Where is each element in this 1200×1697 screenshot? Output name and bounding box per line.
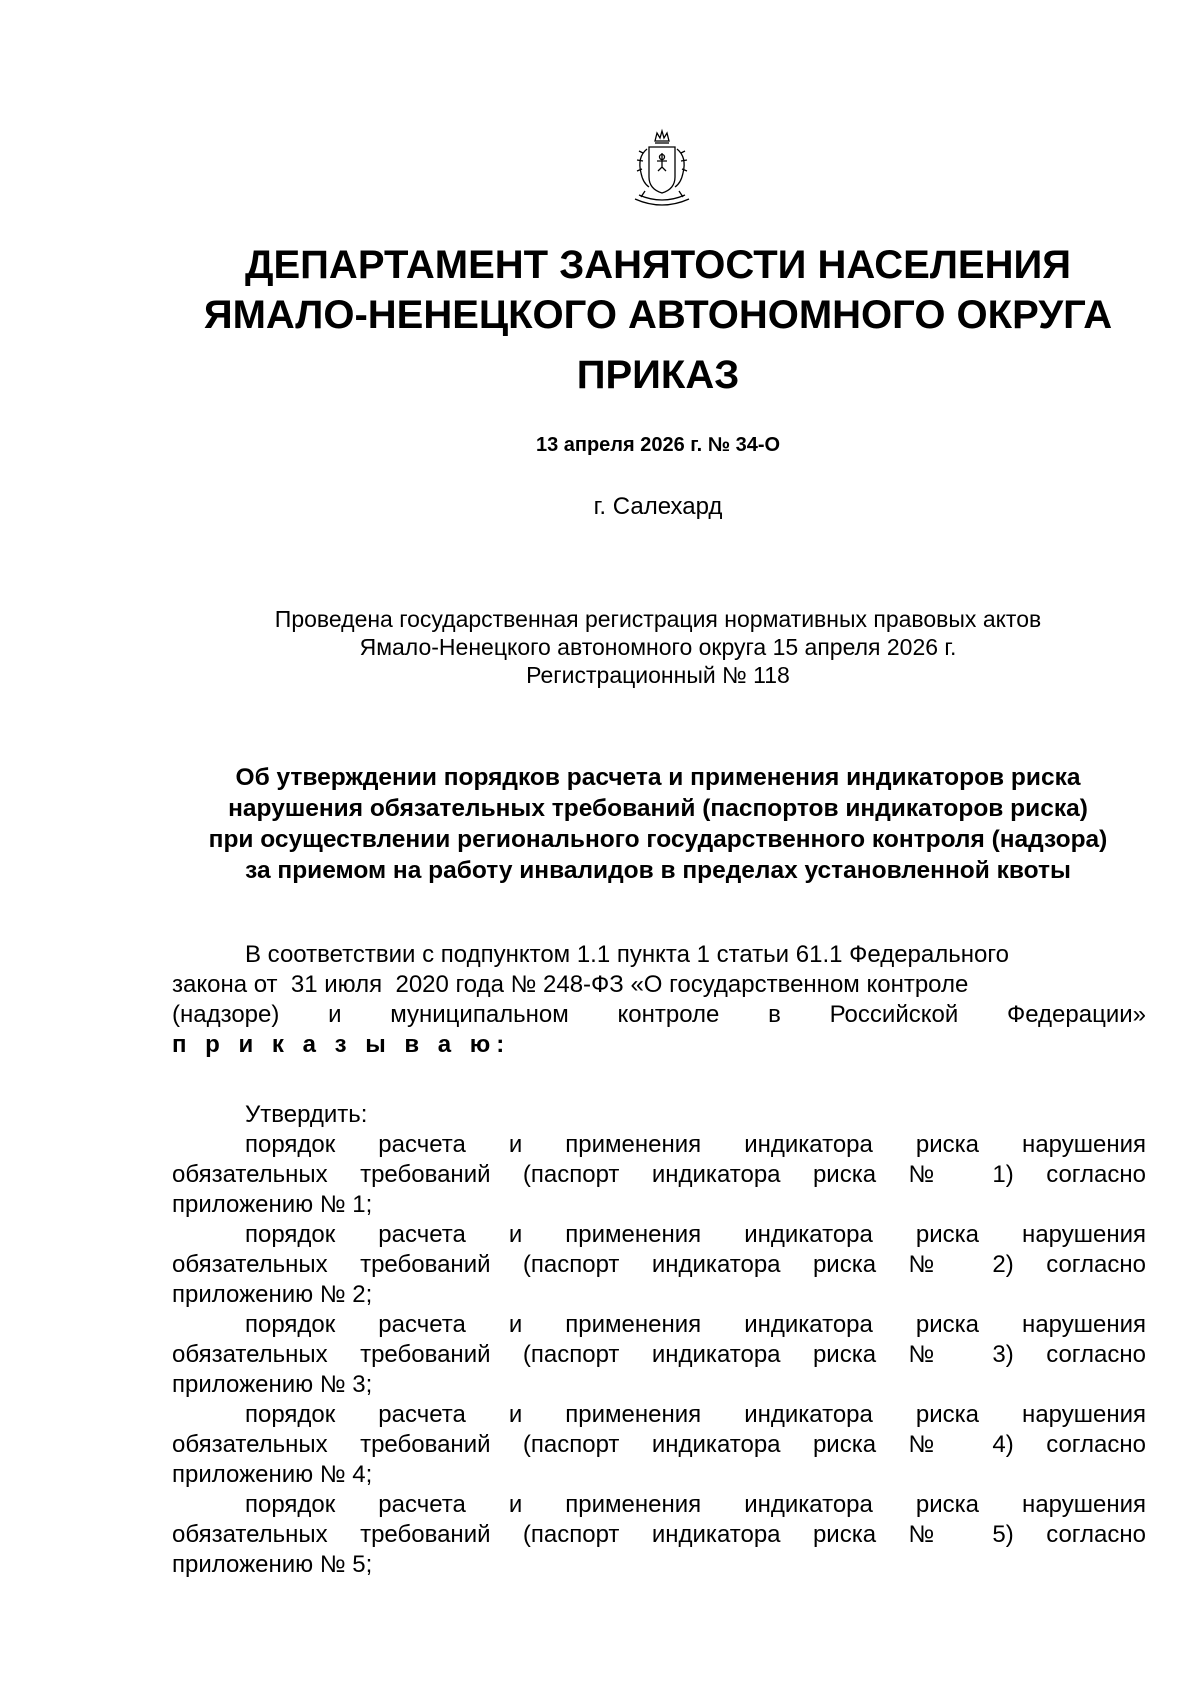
list-item-line2: обязательных требований (паспорт индикатора риска № 2) согласно <box>172 1251 1146 1278</box>
approve-intro: Утвердить: <box>245 1101 368 1128</box>
list-item-line3: приложению № 2; <box>172 1281 373 1308</box>
list-item <box>172 1220 1146 1310</box>
list-item <box>172 1130 1146 1220</box>
list-item-line3: приложению № 1; <box>172 1191 373 1218</box>
registration-line2: Ямало-Ненецкого автономного округа 15 апреля 2026 г. <box>359 634 957 660</box>
list-item-line3: приложению № 3; <box>172 1371 373 1398</box>
list-item-line1: порядок расчета и применения индикатора риска нарушения <box>245 1311 1146 1338</box>
list-item-line2: обязательных требований (паспорт индикатора риска № 5) согласно <box>172 1521 1146 1548</box>
list-item-line3: приложению № 5; <box>172 1551 373 1578</box>
city: г. Салехард <box>593 493 723 520</box>
preamble-line1: В соответствии с подпунктом 1.1 пункта 1 статьи 61.1 Федерального <box>245 941 1009 968</box>
list-item-line2: обязательных требований (паспорт индикатора риска № 4) согласно <box>172 1431 1146 1458</box>
preamble-line2: закона от 31 июля 2020 года № 248-ФЗ «О государственном контроле <box>172 971 969 998</box>
list-item <box>172 1400 1146 1490</box>
subject-line4: за приемом на работу инвалидов в пределах установленной квоты <box>245 857 1071 884</box>
list-item-line1: порядок расчета и применения индикатора риска нарушения <box>245 1401 1146 1428</box>
list-item <box>172 1490 1146 1580</box>
list-item <box>172 1310 1146 1400</box>
list-item-line1: порядок расчета и применения индикатора риска нарушения <box>245 1221 1146 1248</box>
preamble-line3: (надзоре) и муниципальном контроле в Российской Федерации» <box>172 1001 1146 1028</box>
preamble-paragraph <box>172 940 1146 1060</box>
subject-line2: нарушения обязательных требований (паспортов индикаторов риска) <box>228 795 1088 822</box>
list-item-line2: обязательных требований (паспорт индикатора риска № 3) согласно <box>172 1341 1146 1368</box>
registration-note <box>0 605 1200 689</box>
document-subject <box>0 762 1200 886</box>
registration-line1: Проведена государственная регистрация нормативных правовых актов <box>274 606 1042 632</box>
subject-line1: Об утверждении порядков расчета и применения индикаторов риска <box>235 764 1081 791</box>
registration-line3: Регистрационный № 118 <box>526 662 790 688</box>
department-title-line2: ЯМАЛО-НЕНЕЦКОГО АВТОНОМНОГО ОКРУГА <box>203 293 1113 337</box>
list-item-line1: порядок расчета и применения индикатора риска нарушения <box>245 1131 1146 1158</box>
department-title <box>0 240 1200 340</box>
list-item-line1: порядок расчета и применения индикатора риска нарушения <box>245 1491 1146 1518</box>
subject-line3: при осуществлении регионального государственного контроля (надзора) <box>208 826 1108 853</box>
order-word: п р и к а з ы в а ю: <box>172 1031 511 1058</box>
document-type: ПРИКАЗ <box>576 353 740 397</box>
approve-section <box>172 1100 1146 1580</box>
coat-of-arms-icon <box>625 127 699 209</box>
list-item-line3: приложению № 4; <box>172 1461 373 1488</box>
list-item-line2: обязательных требований (паспорт индикатора риска № 1) согласно <box>172 1161 1146 1188</box>
department-title-line1: ДЕПАРТАМЕНТ ЗАНЯТОСТИ НАСЕЛЕНИЯ <box>245 243 1071 287</box>
date-and-number: 13 апреля 2026 г. № 34-О <box>535 434 781 456</box>
